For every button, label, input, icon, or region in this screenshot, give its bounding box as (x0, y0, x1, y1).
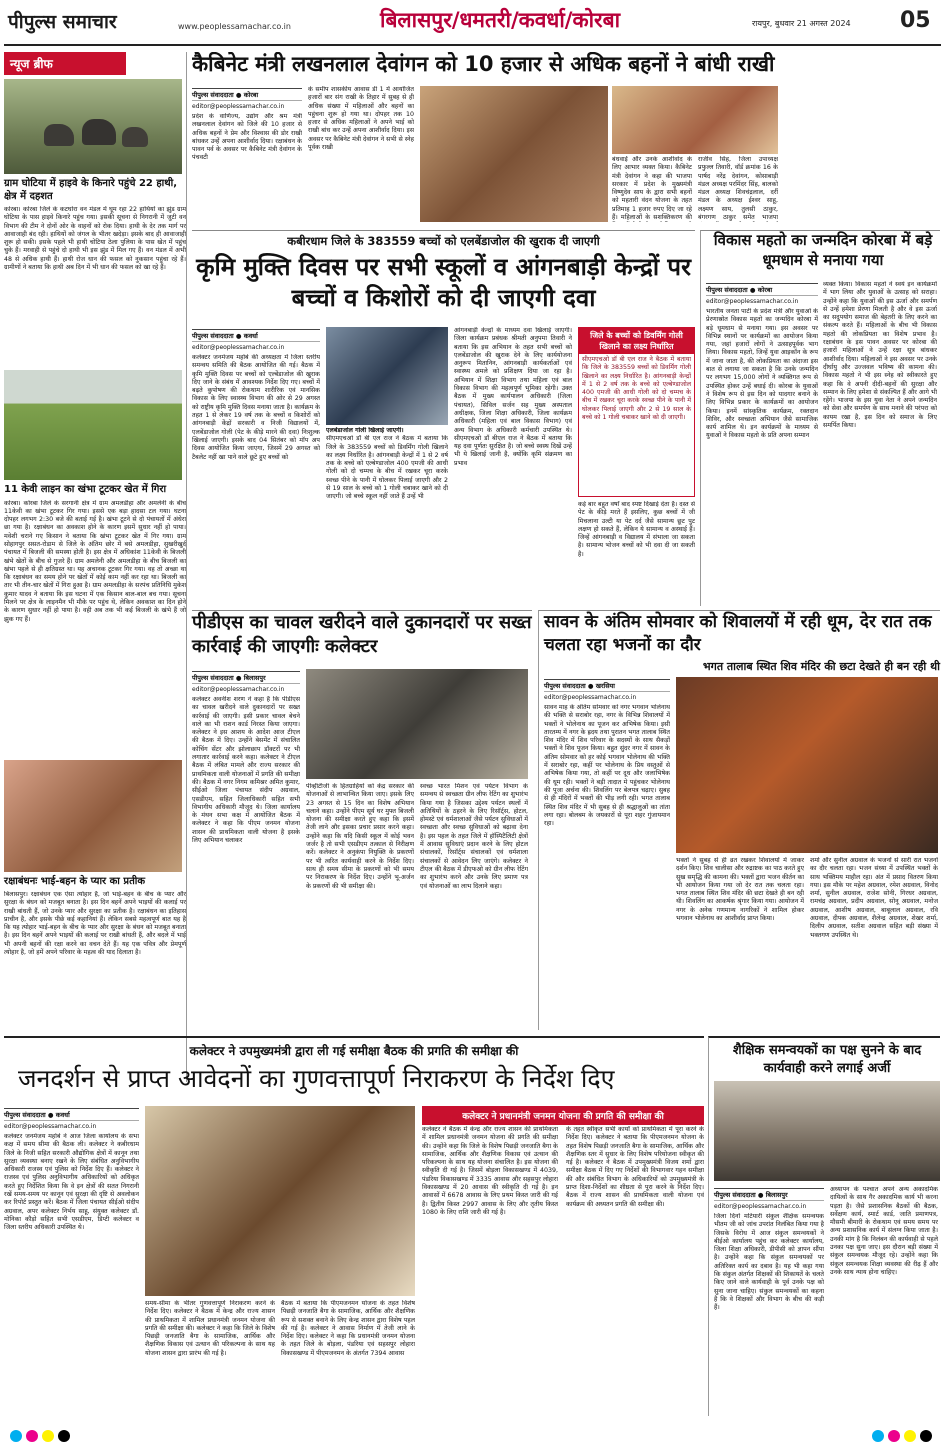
jandarshan-box-title: कलेक्टर ने प्रधानमंत्री जनमन योजना की प्रगति की समीक्षा की (422, 1106, 704, 1125)
rakhi-byline: पीपुल्स संवाददाता ● कोरबा (192, 88, 302, 101)
masthead-rule (4, 44, 941, 46)
pds-byline: पीपुल्स संवाददाता ● बिलासपुर (192, 671, 300, 684)
vikas-headline: विकास महतो का जन्मदिन कोरबा में बड़े धूमधाम से मनाया गया (713, 231, 933, 269)
brief-2-title: 11 केवी लाइन का खंभा टूटकर खेत में गिरा (4, 484, 167, 495)
deworm-box-body: सीएमएचओ डॉ बी एल राज ने बैठक में बताया कि जिले के 383559 बच्चों को डिवर्मिंग गोली खिलाने का लक्ष्य निर्धारित है। आंगनबाड़ी केन्द्रों में 1 से 2 वर्ष तक के बच्चे को एल्बेण्डाजोल 400 एमजी की आधी गोली को दो चम्मच के बीच में रखकर चूरा करके स्वच्छ पीने के पानी में घोलकर पिलाई जाएगी और 2 से 19 साल के बच्चे को 1 गोली चबाकर खाने को दी जाएगी। (582, 356, 691, 422)
story-deworm (192, 230, 695, 606)
jandarshan-kicker: कलेक्टर ने उपमुख्यमंत्री द्वारा ली गई समीक्षा बैठक की प्रगति की समीक्षा की (189, 1044, 519, 1058)
vikas-col-1: भारतीय जनता पार्टी के प्रदेश मंत्री और युवाओं के प्रेरणास्रोत विकास महतो का जन्मदिन कोरबा में बड़े धूमधाम से मनाया गया। इस अवसर पर विभिन्न स्थानों पर कार्यक्रमों का आयोजन किया गया, जहां हजारों लोगों ने उत्साहपूर्वक भाग लिया। विकास महतो, जिन्हें युवा आइकॉन के रूप में जाना जाता है, की लोकप्रियता का अंदाजा इस बात से लगाया जा सकता है कि उनके जन्मदिन पर लगभग 15,000 लोगों ने व्यक्तिगत रूप से उपस्थित होकर उन्हें बधाई दी। कोरबा के युवाओं ने विशेष रूप से इस दिन को यादगार बनाने के लिए विभिन्न प्रकार के कार्यक्रमों का आयोजन किया। इनमें सांस्कृतिक कार्यक्रम, रक्तदान शिविर, और स्वच्छता अभियान जैसे सामाजिक कार्य शामिल थे। इन कार्यक्रमों के माध्यम से युवाओं ने विकास महतो के प्रति अपना सम्मान (706, 308, 818, 440)
story-jandarshan (4, 1036, 704, 1416)
rakhi-headline: कैबिनेट मंत्री लखनलाल देवांगन को 10 हजार से अधिक बहनों ने बांधी राखी (192, 52, 775, 76)
yellow-mark (904, 1430, 916, 1442)
page-number: 05 (900, 8, 931, 33)
news-brief-label: न्यूज ब्रीफ (4, 52, 126, 75)
masthead (0, 0, 945, 46)
rakhi-col-3: बंधवाईं और उनके आशीर्वाद के लिए आभार व्यक्त किया। कैबिनेट मंत्री देवांगन ने कहा की भाजपा सरकार में प्रदेश के मुख्यमंत्री विष्णुदेव साय के द्वारा सभी बहनों को महतारी वंदन योजना के तहत प्रतिमाह 1 हजार रुपए दिए जा रहे हैं। महिलाओं के सशक्तिकरण की (612, 156, 692, 222)
deworm-col-3: आंगनबाड़ी केन्द्रों के माध्यम दवा खिलाई जाएगी। जिला कार्यक्रम प्रबंधक श्रीमती अनुपमा तिवारी ने बताया कि इस अभियान के तहत सभी बच्चों को एलबेंडाजोल की खुराक देने के लिए कार्ययोजना अनुरूप मितानिन, आंगनबाड़ी कार्यकर्ताओं एवं स्वास्थ्य अमले को प्रशिक्षण दिया जा रहा है। अभियान में शिक्षा विभाग तथा महिला एवं बाल विकास विभाग की महत्वपूर्ण भूमिका रहेगी। उक्त बैठक में मुख्य कार्यपालन अधिकारी (जिला पंचायत), सिविल सर्जन सह मुख्य अस्पताल अधीक्षक, जिला शिक्षा अधिकारी, जिला कार्यक्रम अधिकारी (महिला एवं बाल विकास विभाग) एवं अन्य विभाग के अधिकारी कर्मचारी उपस्थित थे। सीएमएचओ डॉ बीएल राज ने बैठक में बताया कि यह दवा पूर्णतः सुरक्षित है। जो बच्चे स्वस्थ दिखें उन्हें भी ये खिलाई जानी है, क्योंकि कृमि संक्रमण का प्रभाव (454, 327, 572, 467)
rakhi-col-1: प्रदेश के वाणिज्य, उद्योग और श्रम मंत्री लखनलाल देवांगन को जिले की 10 हजार से अधिक बहनों ने प्रेम और विश्वास की डोर राखी बांधकर उन्हें अपना आशीर्वाद दिया। रक्षाबंधन के पावन पर्व के अवसर पर कैबिनेट मंत्री देवांगन के पंचवटी (192, 113, 302, 162)
field-photo (4, 370, 182, 480)
deworm-email: editor@peoplessamachar.co.in (192, 344, 285, 351)
black-mark (58, 1430, 70, 1442)
deworm-box-title: जिले के बच्चों को डिवर्मिंग गोली खिलाने का लक्ष्य निर्धारित (579, 328, 694, 354)
pds-col-3: स्वच्छ भारत मिशन एवं पर्यटन विभाग के समन्वय से स्वच्छता ग्रीन लीफ रेटिंग का शुभारंभ किया गया है जिसका उद्देश्य पर्यटन स्थलों में अतिथियों के ठहरने के लिए रिसॉर्ट्स, होटल, होमस्टे एवं धर्मशालाओं जैसे पर्यटन सुविधाओं में स्वच्छता और स्वच्छ सुविधाओं को बढ़ावा देना है। इस पहल के तहत जिले में हॉस्पिटैलिटी क्षेत्रों में आवास सुविधाएं प्रदान करने के लिए होटल संचालकों, रिसॉर्ट्स संचालकों एवं धर्मशाला संचालकों से आवेदन लिए जाएंगे। कलेक्टर ने टीएल की बैठक में डीएफओ को ग्रीन लीफ रेटिंग का शुभारंभ करने और उनके लिए प्रमाण पत्र एवं योजनाओं का लाभ दिलाने कहा। (420, 783, 528, 890)
brief-1-title: ग्राम घोटिया में हाइवे के किनारे पहुंचे 22 हाथी, क्षेत्र में दहशत (4, 178, 178, 202)
rakhi-photo (4, 760, 182, 872)
story-sawan (538, 610, 940, 1030)
deworm-headline: कृमि मुक्ति दिवस पर सभी स्कूलों व आंगनबाड़ी केन्द्रों पर बच्चों व किशोरों को दी जाएगी दवा (196, 253, 691, 312)
sawan-email: editor@peoplessamachar.co.in (544, 694, 637, 701)
sawan-headline: सावन के अंतिम सोमवार को शिवालयों में रही धूम, देर रात तक चलता रहा भजनों का दौर (544, 612, 932, 655)
brief-1-body: कोरबा। कोरबा जिले के कटघोरा वन मंडल में घूम रहा 22 हाथियों का झुंड ग्राम घोटिया के पास हाइवे किनारे पहुंच गया। इसकी सूचना से निगरानी में जुटी वन विभाग की टीम ने दोनों ओर के वाहनों को रोक दिया। हाथी के देर तक मार्ग पर आवाजाही बंद रही। हाथियों को जंगल के भीतर खदेड़ा। इसके बाद ही आवाजाही शुरू हो सकी। इसके पहले भी हाथी चोटिया ठेला पुलिया के पास खेत में पहुंच चुके हैं। मरवाही से पहुंचे दो हाथी भी इस झुंड में मिल गए हैं। वन मंडल में अभी 48 से अधिक हाथी हैं। हाथी रोज धान की फसल को नुकसान पहुंचा रहे हैं। ग्रामीणों ने बताया कि हाथी अब दिन में भी धान की फसल को खा रहे हैं। (4, 206, 186, 272)
vikas-col-2: व्यक्त किया। विकास महतो ने स्वयं इन कार्यक्रमों में भाग लिया और युवाओं के उत्साह को सराहा। उन्होंने कहा कि युवाओं की इस ऊर्जा और समर्पण से उन्हें हमेशा प्रेरणा मिलती है और वे इस ऊर्जा का सदुपयोग समाज की बेहतरी के लिए करने का संकल्प करते हैं। महिलाओं के बीच भी विकास महतो की लोकप्रियता का विशेष प्रभाव है। रक्षाबंधन के इस पावन अवसर पर कोरबा की हजारों महिलाओं ने उन्हें रक्षा सूत्र बांधकर आशीर्वाद दिया। महिलाओं ने इस अवसर पर उनके दीर्घायु और उज्जवल भविष्य की कामना की। विकास महतो ने भी इस स्नेह को स्वीकारते हुए कहा कि वे अपनी दीदी-बहनों की सुरक्षा और सम्मान के लिए हमेशा से संकल्पित हैं और आगे भी रहेंगे। भाजपा के इस युवा नेता ने अपने जन्मदिन को सेवा और समर्पण के साथ मनाने की परंपरा को कायम रखा है, इस दिन को समाज के लिए समर्पित किया। (823, 281, 937, 430)
hands-plant-photo (145, 1106, 415, 1296)
magenta-mark (888, 1430, 900, 1442)
shaikshik-byline: पीपुल्स संवाददाता ● बिलासपुर (714, 1188, 824, 1201)
story-shaikshik (708, 1036, 940, 1416)
sawan-col-1: सावन माह के अंतिम सोमवार को नगर भगवान भोलेनाथ की भक्ति से सराबोर रहा, नगर के विभिन्न शिवालयों में भक्तों ने भोलेनाथ का पूजन कर अभिषेक किया। इसी तारतम्य में नगर के ह्रदय तथा पुरातन भगत तालाब स्थित शिव मंदिर में शिव परिवार के सदस्यों के साथ सैकड़ों भक्तों ने शिव पूजन किया। बहुत सुंदर नगर में सावन के अंतिम सोमवार को हर कोई भगवान भोलेनाथ की भक्ति में सराबोर रहा, कहीं पर भोलेनाथ के प्रिय वस्तुओं से अभिषेक किया गया, तो कहीं पर दूध और जलाभिषेक की धूम रही। भक्तों ने बड़ी तादात मे पहुंचकर भोलेनाथ की पूजा अर्चना की। शिवलिंग पर बेलपत्र चढ़ाए। सुबह से ही मंदिरों में भक्तों की भीड़ लगी रही। भगत तालाब स्थित शिव मंदिर में भी सुबह से ही श्रद्धालुओं का तांता लगा रहा। बोलबम के जयकारों से पूरा शहर गुंजायमान रहा। (544, 704, 670, 828)
cyan-mark (10, 1430, 22, 1442)
jandarshan-email: editor@peoplessamachar.co.in (4, 1123, 97, 1130)
shaikshik-headline: शैक्षिक समन्वयकों का पक्ष सुनने के बाद कार्यवाही करने लगाई अर्जी (732, 1043, 922, 1076)
protest-photo (714, 1081, 940, 1181)
jandarshan-col-5: के तहत स्वीकृत सभी कार्यों को प्राथमिकता में पूरा करने के निर्देश दिए। कलेक्टर ने बताया कि पीएमजनमन योजना के तहत विशेष पिछड़ी जनजाति बैगा के सामाजिक, आर्थिक और शैक्षणिक स्तर में सुधार के लिए विशेष परियोजना स्वीकृत की गई है। कलेक्टर ने बैठक में उपमुख्यमंत्री विजय शर्मा द्वारा समीक्षा बैठक में दिए गए निर्देशों की विभागवार गहन समीक्षा की और संबंधित विभाग के अधिकारियों को उपमुख्यमंत्री के प्राप्त दिशा-निर्देशों का शीघ्रता से पूरा करने के निर्देश दिए। बैठक में राज्य शासन की प्राथमिकता वाली योजना एवं कार्यक्रम की अध्यतन प्रगति की समीक्षा की। (566, 1126, 704, 1208)
black-mark (920, 1430, 932, 1442)
story-rakhi (192, 52, 940, 227)
sawan-col-2: भक्तों ने सुबह से ही व्रत रखकर शिवालयों में जाकर दर्शन किए। शिव चालीसा और रुद्राष्टक का पाठ करते हुए सुख समृद्धि की कामना की। भक्तों द्वारा भजन कीर्तन का भी आयोजन किया गया जो देर रात तक चलता रहा। भगत तालाब स्थित शिव मंदिर की छटा देखते ही बन रही थी। शिवलिंग का आकर्षक श्रृंगार किया गया। आयोजन में नगर के अनेक गणमान्य नागरिकों ने शामिल होकर भगवान भोलेनाथ का आशीर्वाद प्राप्त किया। (676, 857, 804, 923)
news-brief-column (4, 52, 187, 1082)
shaikshik-email: editor@peoplessamachar.co.in (714, 1203, 807, 1210)
shaikshik-col-1: जिला दिनों मटियारी संकुल शैक्षिक समन्वयक भीतम जी को जांच उपरांत निलंबित किया गया है जिसके विरोध में आज संकुल समन्वयकों ने बीईओ कार्यालय पहुंच कर कलेक्टर कार्यालय, जिला शिक्षा अधिकारी, डीपीसी को ज्ञापन सौंपा है। उन्होंने कहा कि संकुल समन्वयकों पर अतिरिक्त कार्य का दबाव है। यह भी कहा गया कि संकुल अंतर्गत शिक्षकों की शिकायतें के चलते किए जाने वाले कार्यवाही के पूर्व उनके पक्ष को सुना जाना चाहिए। संकुल समन्वयकों का कहना है कि वे शिक्षकों और विभाग के बीच की कड़ी हैं। (714, 1213, 824, 1312)
registration-marks (0, 1425, 945, 1443)
pds-col-2: पीव्हीटीजी के हितग्राहियों को केंद्र सरकार की योजनाओं से लाभान्वित किया जाए। इसके लिए 23 अगस्त से 15 दिन का विशेष अभियान चलाने कहा। उन्होंने पीएम सूर्य घर मुफ्त बिजली योजना की समीक्षा करते हुए कहा कि इसमें तेजी लाने और इसका प्रचार प्रसार करने कहा। उन्होंने कहा कि यदि किसी स्कूल में कोई भवन जर्जर है तो सभी एसडीएम तत्काल से निरीक्षण करें। कलेक्टर ने अनुकंपा नियुक्ति के प्रकरणों पर भी त्वरित कार्यवाही करने के निर्देश दिए। साथ ही समय सीमा के प्रकरणों को भी समय पर निराकरण के निर्देश दिए। उन्होंने भू-अर्जन के प्रकरणों की भी समीक्षा की। (306, 783, 414, 890)
deworm-caption: एलबेंडाजोल गोली खिलाई जाएगी। (326, 427, 404, 434)
jandarshan-col-4: कलेक्टर ने बैठक में केन्द्र और राज्य शासन की प्राथमिकता में शामिल प्रधानमंत्री जनमन योजना की प्रगति की समीक्षा की। उन्होंने कहा कि जिले के विशेष पिछड़ी जनजाति बैगा के सामाजिक, आर्थिक और शैक्षणिक विकास एवं उत्थान की परिकल्पना के साथ यह योजना संचालित है। इस योजना की स्वीकृति दी गई है। जिसमें बोड़ला विकासखण्ड में 4039, पंडरिया विकासखण्ड में 3335 आवास और सहसपुर लोहारा विकासखण्ड में 20 आवास की स्वीकृति दी गई है। इन आवासों में 6678 आवास के लिए प्रथम किस्त जारी की गई है। द्वितीय किस्त 2997 आवास के लिए और तृतीय किस्त 1080 के लिए राशि जारी की गई है। (422, 1126, 558, 1216)
pds-headline: पीडीएस का चावल खरीदने वाले दुकानदारों पर सख्त कार्रवाई की जाएगीः कलेक्टर (192, 612, 532, 658)
vikas-byline: पीपुल्स संवाददाता ● कोरबा (706, 283, 818, 296)
cyan-mark (872, 1430, 884, 1442)
shaikshik-col-2: अध्यापन के पश्चात अपने अन्य अकादमिक दायित्वों के साथ गैर अकादमिक कार्य भी करना पड़ता है। जैसे प्रशासनिक बैठकों की बैठक, सर्वेक्षण कार्य, स्मार्ट कार्ड, जाति प्रमाणपत्र, मौसमी बीमारी के रोकथाम एवं समय समय पर अन्य प्रशासनिक कार्य में संलग्न किया जाता है। उनकी मांग है कि निलंबन की कार्यवाही से पहले उनका पक्ष सुना जाए। इस दौरान बड़ी संख्या में संकुल समन्वयक मौजूद रहे। उन्होंने कहा कि संकुल समन्वयक शिक्षा व्यवस्था की रीढ़ हैं और उनके साथ न्याय होना चाहिए। (830, 1186, 938, 1276)
jandarshan-box (422, 1106, 704, 1410)
brief-2-body: कोरबा। कोरबा जिले के सरगानी क्षेत्र में ग्राम अमलडीहा और अमलेनी के बीच 11केवी का खंभा टूटकर गिर गया। इससे एक बड़ा हादसा टल गया। घटना दोपहर लगभग 2:30 बजे की बताई गई है। खंभा टूटने से दो पंचायतों में अंधेरा छा गया है। रक्षाबंधन का अवकाश होने के कारण इसमें सुधार नहीं हो पाया। मवेशी चराने गए किसान ने बताया कि खंभा टूटकर खेत में गिर गया। ग्राम सोहागपुर ससत-रोडाम से जिले के अंतिम छोर में बसे अमलडीहा, सुखरीखुर्द पंचायत में बिजली की समस्या होती है। इस क्षेत्र में अधिकांश 11केवी के बिजली खंभे खेतों के बीच से गुजरे हैं। ग्राम अमलेनी और अमलडीहा के बीच बिजली का खंभा पहले से ही क्षतिग्रस्त था। यह अचानक टूटकर गिर गया। वह तो अच्छा था कि रक्षाबंधन का समय होने पर खेतों में कोई काम नहीं कर रहा था। बिजली का तार भी तीन-चार खेतों में गिरा हुआ है। ग्राम अमलडीहा के सरपंच प्रतिनिधि मुकेश कुमार यादव ने बताया कि इस घटना में एक किसान बाल-बाल बच गया। सूचना मिलने पर क्षेत्र के लाइनमैन भी मौके पर पहुंच थे, लेकिन अवकाश का दिन होने के कारण सुधार नहीं हो पाया है। वही अब तक भी कई बिजली के खंभे हैं जो झुक गए हैं। (4, 499, 186, 623)
magenta-mark (26, 1430, 38, 1442)
shiva-temple-photo (676, 677, 938, 853)
deworm-byline: पीपुल्स संवाददाता ● कवर्धा (192, 329, 320, 342)
pds-email: editor@peoplessamachar.co.in (192, 686, 285, 693)
rakhi-email: editor@peoplessamachar.co.in (192, 103, 285, 110)
elephant-photo (4, 79, 182, 174)
deworm-col-1: कलेक्टर जनमेजय महोबे की अध्यक्षता में जिला स्तरीय समन्वय समिति की बैठक आयोजित की गई। बैठक में कृमि मुक्ति दिवस पर बच्चों को एल्बेंडाजोल की खुराक दिए जाने के संबंध में आवश्यक निर्देश दिए गए। बच्चों में बढ़ते कुपोषण की रोकथाम शारीरिक एवं मानसिक विकास के लिए स्वास्थ्य विभाग की ओर से 29 अगस्त को राष्ट्रीय कृमि मुक्ति दिवस मनाया जाता है। कार्यक्रम के तहत 1 से लेकर 19 वर्ष तक के बच्चों व किशोरों को आंगनबाड़ी केंद्रों सरकारी व निजी विद्यालयों में, एलबेंडाजोल गोली (पेट के कीड़े मारने की दवा) निःशुल्क खिलाई जाएगी। इसके बाद 04 सितंबर को मॉप अप दिवस आयोजित किया जाएगा, जिसमें 29 अगस्त को टैबलेट नहीं खा पाने वाले छूटे हुए बच्चों को (192, 354, 320, 461)
pds-photo (306, 669, 528, 779)
sawan-byline: पीपुल्स संवाददाता ● खरसिया (544, 679, 670, 692)
jandarshan-col-3: बैठक में बताया कि पीएमजनमन योजना के तहत विशेष पिछड़ी जनजाति बैगा के सामाजिक, आर्थिक और शैक्षणिक रूप से सशक्त बनाने के लिए केन्द्र शासन द्वारा विशेष पहल की गई है। कलेक्टर ने आवास निर्माण में तेजी लाने के निर्देश दिए। कलेक्टर ने कहा कि प्रधानमंत्री जनमन योजना के तहत जिले के बोड़ला, पंडरिया एवं सहसपुर लोहारा विकासखण्ड में पीएमजनमन के अंतर्गत 7394 आवास (281, 1300, 415, 1357)
jandarshan-col-1: कलेक्टर जनमेजय महोबे ने आज जिला कार्यालय के सभा कक्ष में समय सीमा की बैठक ली। कलेक्टर ने कबीरधाम जिले के निजी सहित सरकारी औद्योगिक क्षेत्रों में कानून तथा सुरक्षा व्यवस्था बनाए रखने के लिए संबंधित अनुविभागीय अधिकारी राजस्व एवं पुलिस को निर्देश दिए हैं। कलेक्टर ने राजस्व एवं पुलिस अनुविभागीय अधिकारियों को अधिकृत करते हुए निर्देशित किया कि वे इन क्षेत्रों की सतत निगरानी रखें समय-समय पर कानून एवं सुरक्षा की दृष्टि से अवलोकन कर रिपोर्ट प्रस्तुत करें। बैठक में जिला पंचायत सीईओ संदीप अग्रवाल, अपर कलेक्टर निर्भय साहू, संयुक्त कलेक्टर डॉ. मोनिका कौड़ो सहित सभी एसडीएम, डिप्टी कलेक्टर व जिला स्तरीय अधिकारी उपस्थित थे। (4, 1133, 139, 1232)
sawan-deck: भगत तालाब स्थित शिव मंदिर की छटा देखते ही बन रही थी (702, 659, 940, 673)
story-pds (192, 610, 532, 1030)
deworm-photo (326, 327, 448, 425)
yellow-mark (42, 1430, 54, 1442)
story-vikas (700, 230, 940, 606)
jandarshan-headline: जनदर्शन से प्राप्त आवेदनों का गुणवत्तापूर्ण निराकरण के निर्देश दिए (18, 1064, 615, 1093)
deworm-col-4: कई बार बहुत वर्षों बाद स्पष्ट दिखाई देता है। दस्त से पेट के कीड़े मरते हैं इसलिए, कुछ बच्चों में जी मिचलाना उल्टी या पेट दर्द जैसे सामान्य छूट पुट लक्षण हो सकते हैं, लेकिन ये सामान्य व अस्थाई हैं। जिन्हें आंगनबाड़ी व विद्यालय में संभाला जा सकता है। सामान्य भोजन बच्चों को भी दवा दी जा सकती है। (578, 501, 695, 558)
deworm-highlight-box (578, 327, 695, 497)
brand-logo: पीपुल्स समाचार (8, 11, 117, 33)
edition-title: बिलासपुर/धमतरी/कवर्धा/कोरबा (380, 8, 621, 32)
pds-col-1: कलेक्टर अवनीश शरण ने कहा है कि पीडीएस का चावल खरीदने वाले दुकानदारों पर सख्त कार्रवाई की जाएगी। इसी प्रकार चावल बेचने वाले का भी राशन कार्ड निरस्त किया जाएगा। कलेक्टर ने इस आशय के आदेश आज टीएल की बैठक में दिए। उन्होंने बेसमेंट में संचालित कोचिंग सेंटर और झोलाछाप डॉक्टरों पर भी लगातार कार्रवाई करने कहा। कलेक्टर ने टीएल बैठक में लंबित मामले और राज्य सरकार की प्राथमिकता वाली योजनाओं में प्रगति की समीक्षा की। बैठक में नगर निगम कमिश्नर अमित कुमार, सीईओ जिला पंचायत संदीप अग्रवाल, एसडीएम, सहित जिलाधिकारी सहित सभी विभागीय अधिकारी मौजूद थे। जिला कार्यालय के मंथन सभा कक्ष में आयोजित बैठक में कलेक्टर ने कहा कि पीएम जनमन योजना शासन की प्राथमिकता वाली योजना है इसके लिए अभियान चलाकर (192, 696, 300, 845)
jandarshan-byline: पीपुल्स संवाददाता ● कवर्धा (4, 1108, 139, 1121)
dateline: रायपुर, बुधवार 21 अगस्त 2024 (752, 19, 851, 28)
rakhi-photo-1 (420, 86, 608, 222)
sawan-col-3: शर्मा और सुनील अग्रवाल के भजनों से सारी रात भजनों का दौर चलता रहा। भजन संध्या में उपस्थित भक्तों के साथ भक्तिमय माहौल रहा। अंत में प्रसाद वितरण किया गया। इस मौके पर महेश अग्रवाल, रमेश अग्रवाल, विनोद शर्मा, सुनील अग्रवाल, राजेश सोनी, गिरधर अग्रवाल, रामचंद्र अग्रवाल, प्रदीप अग्रवाल, सोनू अग्रवाल, मनोज अग्रवाल, आशीष अग्रवाल, बाबूलाल अग्रवाल, रवि अग्रवाल, दीपक अग्रवाल, शैलेन्द्र अग्रवाल, शेखर शर्मा, दिलीप अग्रवाल, सतीश अग्रवाल सहित बड़ी संख्या में भक्तगण उपस्थित थे। (810, 857, 938, 939)
rakhi-col-2: के समीप शासकीय आवास डी 1 में आयोजित हजारों बार संग राखी के तिहार में सुबह से ही अधिक संख्या में महिलाओं और बहनों का पहुंचना शुरू हो गया था। दोपहर तक 10 हजार से अधिक महिलाओं ने अपने भाई को राखी बांध कर उन्हें अपना आशीर्वाद दिया। इस अवसर पर कैबिनेट मंत्री देवांगन ने सभी से स्नेह पूर्वक राखी (308, 86, 414, 152)
website: www.peoplessamachar.co.in (178, 22, 291, 31)
deworm-kicker: कबीरधाम जिले के 383559 बच्चों को एलबेंडाजोल की खुराक दी जाएगी (287, 234, 600, 248)
deworm-col-2: सीएमएचओ डॉ बी एल राज ने बैठक में बताया कि जिले के 383559 बच्चों को डिवर्मिंग गोली खिलाने का लक्ष्य निर्धारित है। आंगनबाड़ी केन्द्रों में 1 से 2 वर्ष तक के बच्चे को एल्बेण्डाजोल 400 एमजी की आधी गोली को दो चम्मच के बीच में रखकर चूरा करके स्वच्छ पीने के पानी में घोलकर पिलाई जाएगी और 2 से 19 साल के बच्चे को 1 गोली चबाकर खाने को दी जाएगी। जो बच्चे स्कूल नहीं जाते हैं उन्हें भी (326, 435, 448, 501)
brief-3-title: रक्षाबंधनः भाई-बहन के प्यार का प्रतीक (4, 875, 146, 887)
jandarshan-col-2: समय-सीमा के भीतर गुणवत्तापूर्ण निराकरण करने के निर्देश दिए। कलेक्टर ने बैठक में केन्द्र और राज्य शासन की प्राथमिकता में शामिल प्रधानमंत्री जनमन योजना की प्रगति की समीक्षा की। कलेक्टर ने कहा कि जिले के विशेष पिछड़ी जनजाति बैगा के सामाजिक, आर्थिक और शैक्षणिक विकास एवं उत्थान की परिकल्पना के साथ यह योजना शासन द्वारा प्रारंभ की गई है। (145, 1300, 275, 1357)
rakhi-photo-2 (612, 86, 778, 154)
vikas-email: editor@peoplessamachar.co.in (706, 298, 799, 305)
brief-3-body: बिलासपुर। रक्षाबंधन एक ऐसा त्योहार है, जो भाई-बहन के बीच के प्यार और सुरक्षा के बंधन को मजबूत बनाता है। इस दिन बहनें अपने भाइयों की कलाई पर राखी बांधती हैं, जो उनके प्यार और सुरक्षा का प्रतीक है। रक्षाबंधन का इतिहास प्राचीन है, और इसके पीछे कई कहानियां हैं। लेकिन सबसे महत्वपूर्ण बात यह है कि यह त्योहार भाई-बहन के बीच के प्यार और सुरक्षा के बंधन को मजबूत बनाता है। इस दिन बहनें अपने भाइयों की कलाई पर राखी बांधती हैं, और बदले में भाई भी अपनी बहनों की रक्षा करने का वचन देते हैं। यह एक पवित्र और प्रेमपूर्ण त्योहार है, जो हमें अपने परिवार के महत्व की याद दिलाता है। (4, 891, 186, 957)
rakhi-col-4: राजीव सिंह, जिला उपाध्यक्ष प्रफुल्ल तिवारी, वॉर्ड क्रमांक 16 के पार्षद नरेंद्र देवांगन, कोसाबाड़ी मंडल अध्यक्ष परमिंदर सिंह, बालको मंडल अध्यक्ष शिवचंद्रलाल, दर्री मंडल के अध्यक्ष ईश्वर साहू, लक्ष्मण साय, तुलसी ठाकुर, बंगरगण ठाकुर समेत भाजपा (698, 156, 778, 222)
